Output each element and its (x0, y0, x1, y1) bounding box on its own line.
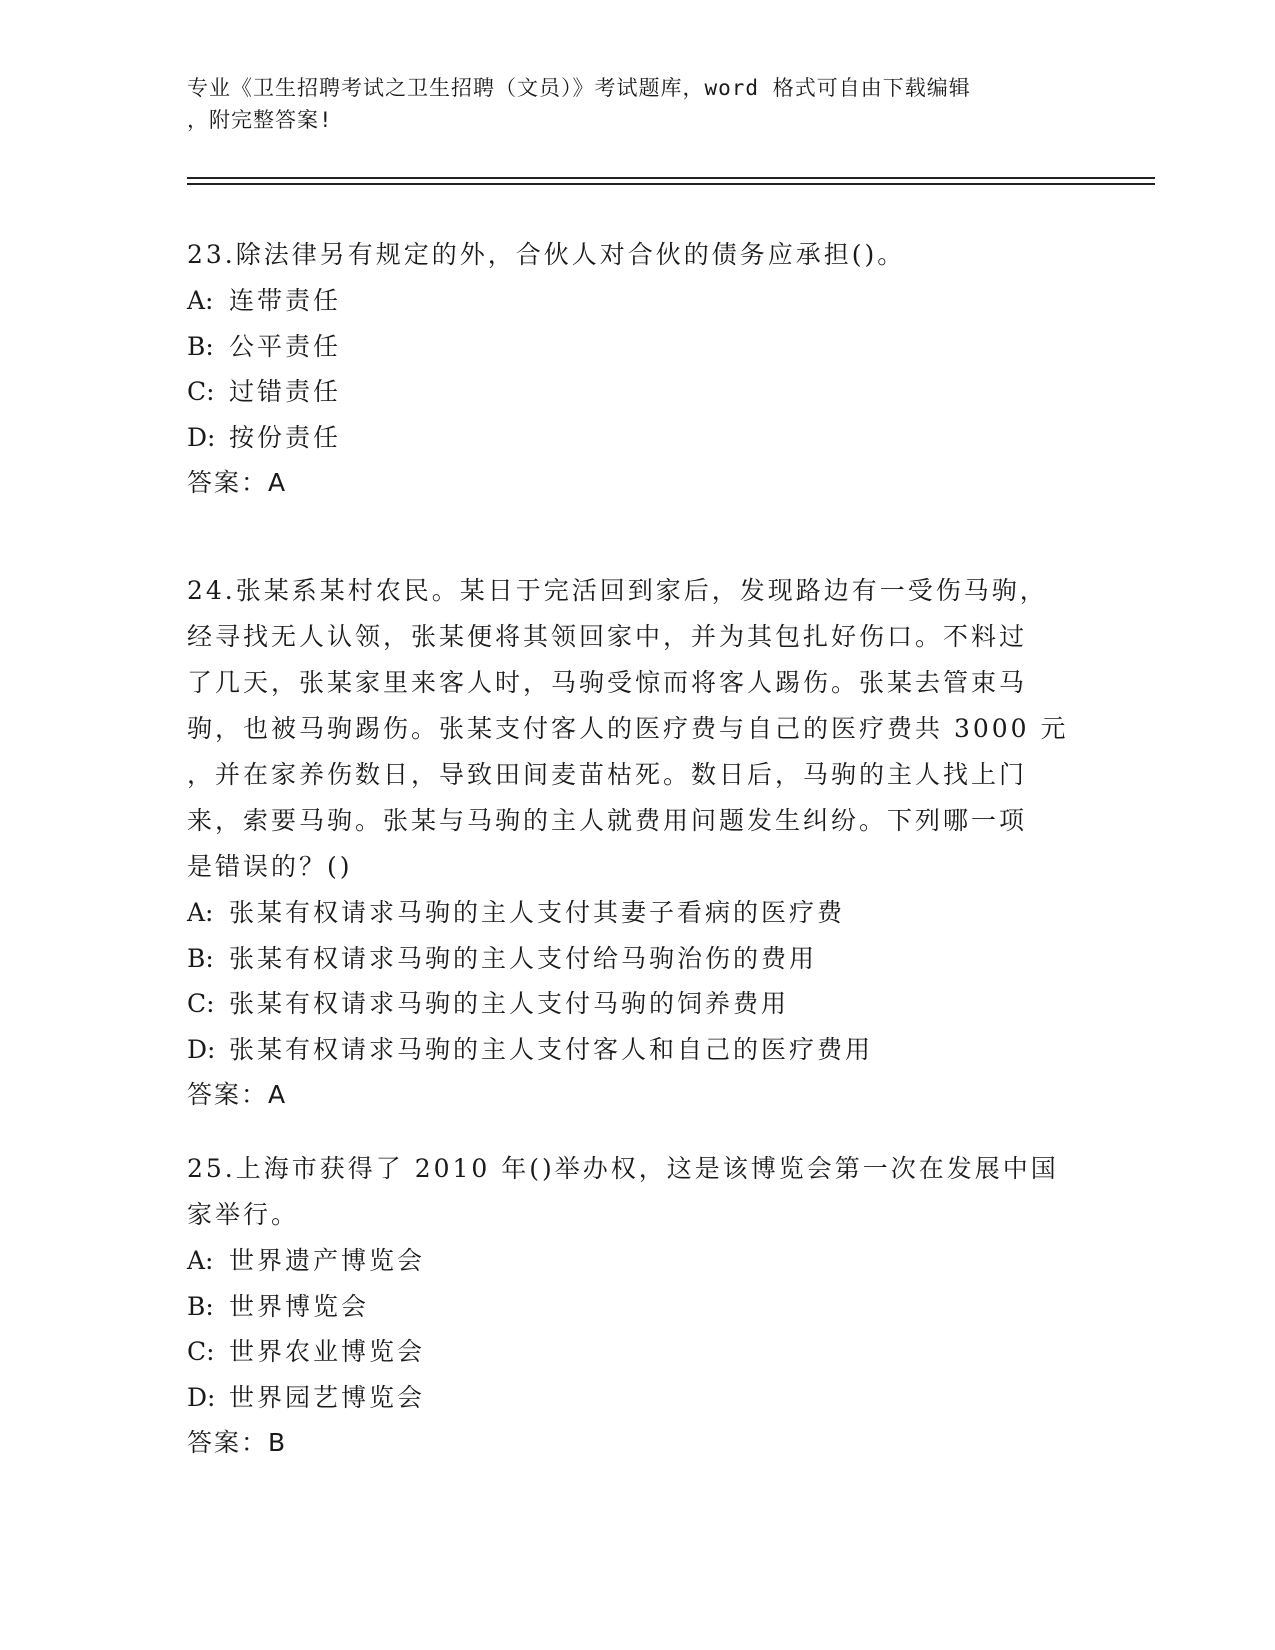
question-stem: 来，索要马驹。张某与马驹的主人就费用问题发生纠纷。下列哪一项 (187, 806, 1028, 835)
answer-label: 答案： (187, 468, 269, 497)
option-text: 过错责任 (229, 377, 342, 406)
answer-line (187, 1420, 1087, 1466)
question-stem: 23.除法律另有规定的外，合伙人对合伙的债务应承担()。 (187, 240, 906, 269)
option-label: D: (187, 1382, 216, 1412)
option-text: 连带责任 (229, 286, 342, 315)
option-label: C: (187, 1337, 215, 1366)
question-stem: 25.上海市获得了 2010 年()举办权，这是该博览会第一次在发展中国 (187, 1154, 1059, 1183)
option-label: B: (187, 943, 214, 973)
option-label: C: (187, 989, 215, 1018)
option-text: 张某有权请求马驹的主人支付给马驹治伤的费用 (229, 943, 818, 973)
answer-label: 答案： (187, 1080, 269, 1109)
option-d (187, 415, 1087, 461)
option-a (187, 278, 1087, 324)
question-25 (187, 1146, 1087, 1466)
option-text: 世界园艺博览会 (229, 1382, 426, 1412)
option-d (187, 1027, 1087, 1073)
option-c (187, 369, 1087, 415)
option-label: B: (187, 1291, 214, 1321)
option-a (187, 890, 1087, 936)
option-c (187, 1329, 1087, 1375)
option-text: 张某有权请求马驹的主人支付马驹的饲养费用 (229, 989, 790, 1018)
option-text: 世界农业博览会 (229, 1337, 426, 1366)
answer-line (187, 1072, 1087, 1118)
option-label: C: (187, 377, 215, 406)
question-stem: 24.张某系某村农民。某日于完活回到家后，发现路边有一受伤马驹， (187, 576, 1048, 605)
header-divider (187, 183, 1155, 185)
option-text: 公平责任 (229, 331, 342, 361)
header-divider (187, 177, 1155, 179)
document-header (187, 72, 1067, 136)
option-text: 按份责任 (229, 422, 342, 452)
option-label: A: (187, 898, 214, 927)
question-23 (187, 232, 1087, 506)
option-d (187, 1375, 1087, 1421)
option-label: A: (187, 1246, 214, 1275)
answer-line (187, 460, 1087, 506)
answer-label: 答案： (187, 1428, 269, 1457)
option-text: 世界遗产博览会 (229, 1246, 426, 1275)
answer-value: A (268, 1080, 288, 1109)
header-line: ，附完整答案! (187, 108, 333, 132)
question-stem: 经寻找无人认领，张某便将其领回家中，并为其包扎好伤口。不料过 (187, 622, 1028, 651)
option-b (187, 1284, 1087, 1330)
answer-value: A (268, 468, 288, 497)
option-b (187, 936, 1087, 982)
question-24 (187, 568, 1087, 1118)
option-label: A: (187, 286, 214, 315)
answer-value: B (268, 1428, 288, 1457)
question-stem: 家举行。 (187, 1200, 300, 1229)
option-label: B: (187, 331, 214, 361)
question-stem: 是错误的？() (187, 852, 353, 881)
question-stem: 驹，也被马驹踢伤。张某支付客人的医疗费与自己的医疗费共 3000 元 (187, 714, 1069, 743)
option-text: 张某有权请求马驹的主人支付其妻子看病的医疗费 (229, 898, 846, 927)
option-c (187, 981, 1087, 1027)
question-stem: 了几天，张某家里来客人时，马驹受惊而将客人踢伤。张某去管束马 (187, 668, 1028, 697)
option-a (187, 1238, 1087, 1284)
option-label: D: (187, 422, 216, 452)
option-b (187, 324, 1087, 370)
question-stem: ，并在家养伤数日，导致田间麦苗枯死。数日后，马驹的主人找上门 (187, 760, 1028, 789)
option-text: 世界博览会 (229, 1291, 370, 1321)
header-line: 专业《卫生招聘考试之卫生招聘（文员）》考试题库，word 格式可自由下载编辑 (187, 76, 971, 100)
option-label: D: (187, 1034, 216, 1064)
option-text: 张某有权请求马驹的主人支付客人和自己的医疗费用 (229, 1034, 874, 1064)
